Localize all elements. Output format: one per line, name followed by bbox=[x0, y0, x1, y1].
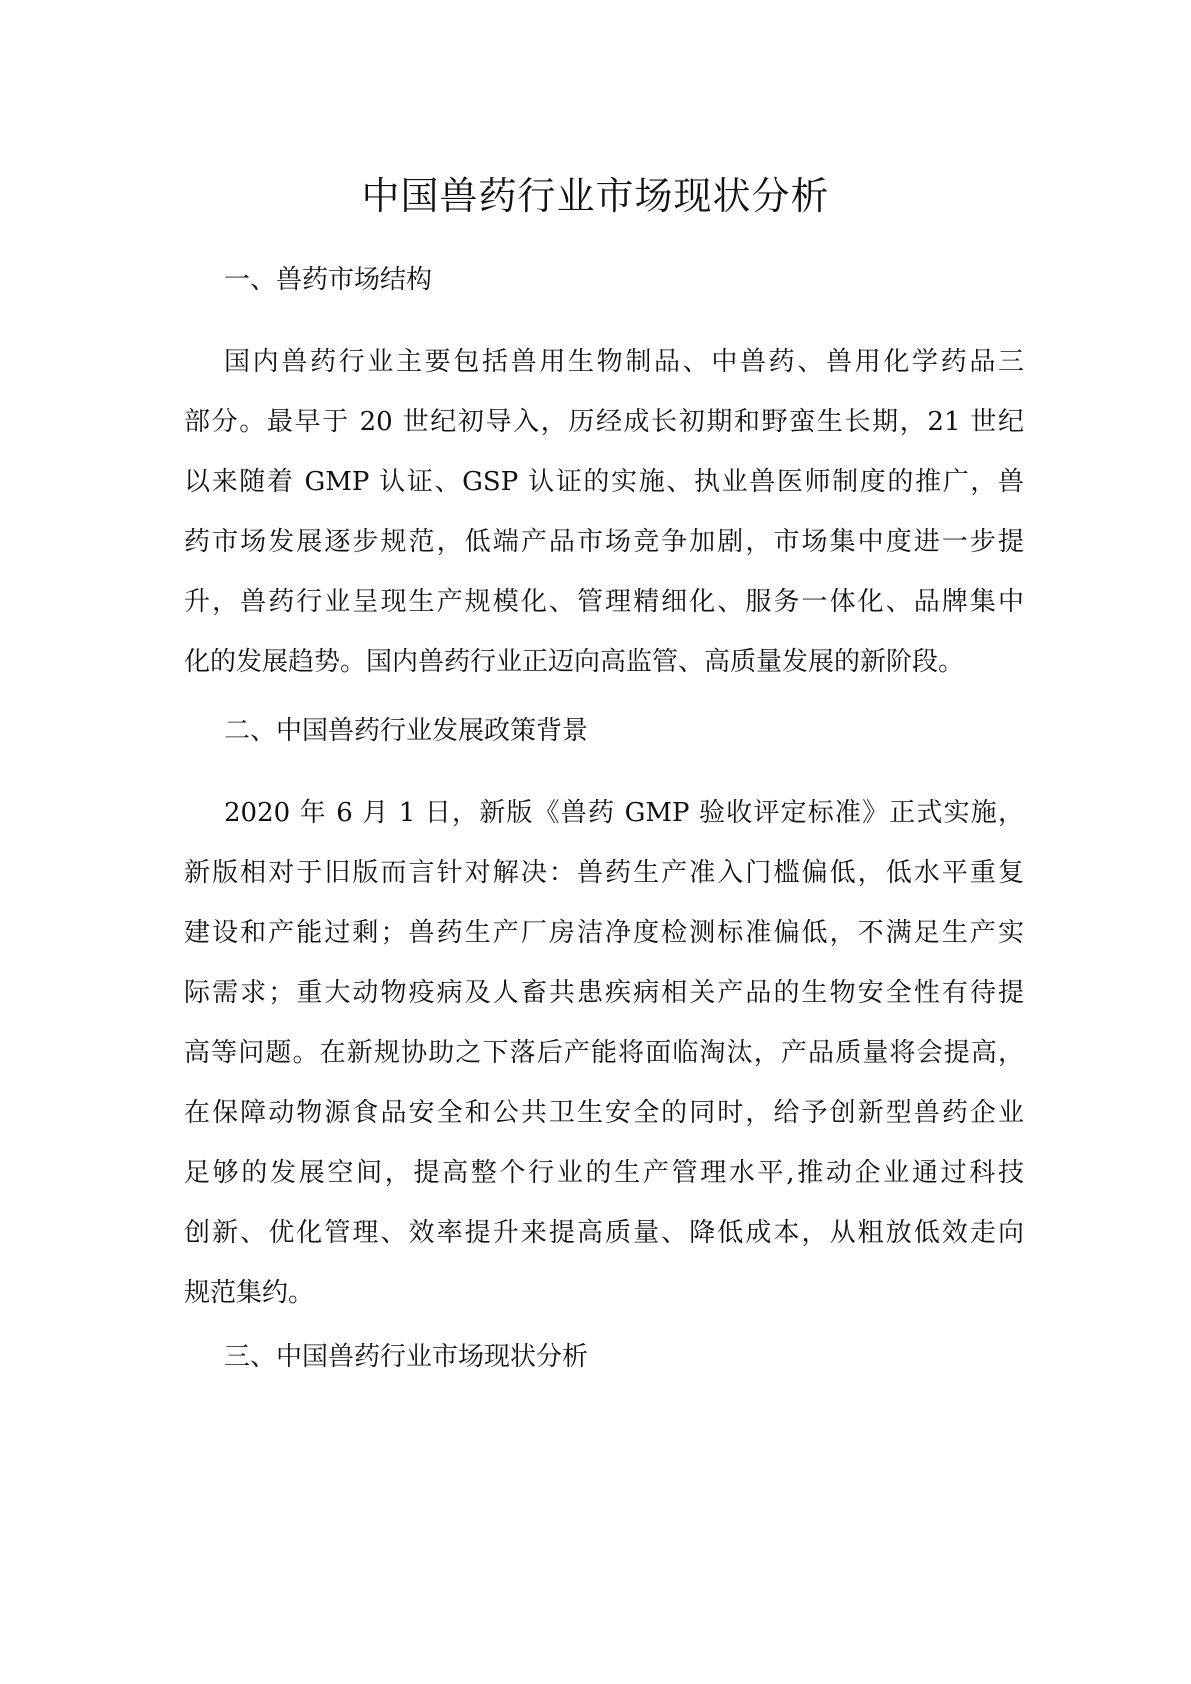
paragraph-line: 部分。最早于 20 世纪初导入，历经成长初期和野蛮生长期，21 世纪 bbox=[184, 407, 1024, 437]
paragraph-line: 升，兽药行业呈现生产规模化、管理精细化、服务一体化、品牌集中 bbox=[184, 587, 1024, 617]
paragraph-line: 际需求；重大动物疫病及人畜共患疾病相关产品的生物安全性有待提 bbox=[184, 978, 1024, 1008]
paragraph-line: 2020 年 6 月 1 日，新版《兽药 GMP 验收评定标准》正式实施， bbox=[224, 798, 1024, 828]
paragraph-line: 国内兽药行业主要包括兽用生物制品、中兽药、兽用化学药品三 bbox=[224, 347, 1024, 377]
paragraph-line: 规范集约。 bbox=[184, 1278, 315, 1308]
section-3-heading: 三、中国兽药行业市场现状分析 bbox=[224, 1342, 589, 1372]
paragraph-line: 建设和产能过剩；兽药生产厂房洁净度检测标准偏低，不满足生产实 bbox=[184, 918, 1024, 948]
section-1-paragraph bbox=[184, 332, 1024, 692]
paragraph-line: 化的发展趋势。国内兽药行业正迈向高监管、高质量发展的新阶段。 bbox=[184, 647, 965, 677]
section-2-heading: 二、中国兽药行业发展政策背景 bbox=[224, 716, 589, 746]
paragraph-line: 创新、优化管理、效率提升来提高质量、降低成本，从粗放低效走向 bbox=[184, 1218, 1024, 1248]
paragraph-line: 以来随着 GMP 认证、GSP 认证的实施、执业兽医师制度的推广，兽 bbox=[184, 467, 1024, 497]
paragraph-line: 高等问题。在新规协助之下落后产能将面临淘汰，产品质量将会提高， bbox=[184, 1038, 1024, 1068]
paragraph-line: 新版相对于旧版而言针对解决：兽药生产准入门槛偏低，低水平重复 bbox=[184, 858, 1024, 888]
paragraph-line: 在保障动物源食品安全和公共卫生安全的同时，给予创新型兽药企业 bbox=[184, 1098, 1024, 1128]
section-2-paragraph bbox=[184, 783, 1024, 1323]
page-title: 中国兽药行业市场现状分析 bbox=[361, 174, 830, 218]
paragraph-line: 药市场发展逐步规范，低端产品市场竞争加剧，市场集中度进一步提 bbox=[184, 527, 1024, 557]
section-1-heading: 一、兽药市场结构 bbox=[224, 265, 433, 295]
paragraph-line: 足够的发展空间，提高整个行业的生产管理水平,推动企业通过科技 bbox=[184, 1158, 1024, 1188]
